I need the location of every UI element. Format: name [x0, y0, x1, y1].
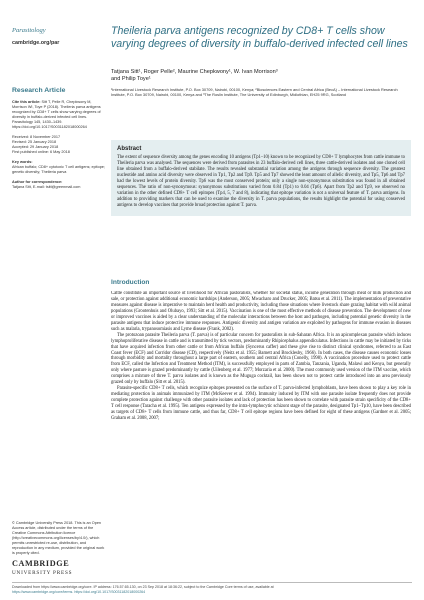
logo-main-text: CAMBRIDGE	[12, 559, 70, 568]
article-type: Research Article	[12, 87, 66, 94]
revised-date: Revised: 25 January 2018	[12, 140, 57, 144]
article-title: Theileria parva antigens recognized by CD8+ T cells show varying degrees of diversity in buffalo-derived infected cell lines	[111, 25, 408, 50]
keywords-label: Key words:	[12, 160, 33, 164]
affiliations: ¹International Livestock Research Institute, P.O. Box 30709, Nairobi, 00100, Kenya; ²Biosciences Eastern and Central Africa (BecA) – International Livestock Research Institute, P.O. Box 30709, Nairobi, 00100, Kenya and ³The Roslin Institute, The University of Edinburgh, Midlothian, EH25 9RG, Scotland	[111, 87, 398, 98]
introduction-heading: Introduction	[111, 279, 150, 286]
author-line-2: and Philip Toye¹	[111, 76, 151, 83]
citation-block	[12, 100, 106, 130]
correspondence-block	[12, 180, 106, 190]
journal-name: Parasitology	[12, 27, 46, 34]
correspondence-email[interactable]: Tatjana Sitt, E-mail: tsitt@greenmail.com	[12, 185, 81, 189]
accepted-date: Accepted: 29 January 2018	[12, 145, 59, 149]
footer-line-2[interactable]: https://www.cambridge.org/core/terms. https://doi.org/10.1017/S0031182018000264	[12, 589, 146, 594]
first-published-date: First published online: 6 May 2018	[12, 150, 70, 154]
introduction-body	[111, 291, 411, 571]
journal-url[interactable]: cambridge.org/par	[12, 40, 60, 46]
cite-text: Sitt T, Pelle R, Chepkwony M, Morrison WI, Toye P (2018). Theileria parva antigens recognized by CD8+ T cells show varying degrees of diversity in buffalo-derived infected cell lines. Parasitology 145, 1430–1439. https://doi.org/10.1017/S0031182018000264	[12, 100, 101, 129]
download-footer	[12, 585, 412, 594]
author-line-1: Tatjana Sitt¹, Roger Pelle², Maurine Chepkwony¹, W. Ivan Morrison³	[111, 69, 278, 75]
footer-divider	[12, 582, 412, 583]
author-list	[111, 69, 411, 83]
copyright-notice: © Cambridge University Press 2018. This is an Open Access article, distributed under the terms of the Creative Commons Attribution licence (http://creativecommons.org/licenses/by/4.0/), which permits unrestricted re-use, distribution, and reproduction in any medium, provided the original work is properly cited.	[12, 521, 105, 555]
dates-block	[12, 135, 106, 155]
footer-line-1: Downloaded from https://www.cambridge.org/core. IP address: 176.57.65.130, on 23 Sep 2018 at 18:36:22, subject to the Cambridge Core terms of use, available at	[12, 585, 274, 589]
abstract-text: The extent of sequence diversity among the genes encoding 10 antigens (Tp1–10) known to be recognized by CD8+ T lymphocytes from cattle immune to Theileria parva was analysed. The sequences were derived from parasites in 23 buffalo-derived cell lines, three cattle-derived isolates and one cloned cell line obtained from a buffalo-derived stabilate. The results revealed substantial variation among the antigens through sequence diversity. The greatest nucleotide and amino acid diversity were observed in Tp1, Tp2 and Tp9. Tp5 and Tp7 showed the least amount of allelic diversity, and Tp5, Tp6 and Tp7 had the lowest levels of protein diversity. Tp6 was the most conserved protein; only a single non-synonymous substitution was found in all obtained sequences. The ratio of non-synonymous: synonymous substitutions varied from 0.84 (Tp1) to 0.04 (Tp6). Apart from Tp2 and Tp9, we observed no variation in the other defined CD8+ T cell epitopes (Tp4, 5, 7 and 8), indicating that epitope variation is not a universal feature of T. parva antigens. In addition to providing markers that can be used to examine the diversity in T. parva populations, the results highlight the potential for using conserved antigens to develop vaccines that provide broad protection against T. parva.	[117, 155, 405, 209]
intro-paragraph-2: The protozoan parasite Theileria parva (T. parva) is of particular concern for pastoralists in sub-Saharan Africa. It is an apicomplexan parasite which induces lymphoproliferative disease in cattle and is transmitted by tick vectors, predominantly Rhipicephalus appendiculatus. Infections in cattle may be initiated by ticks that have acquired infection from other cattle or from African buffalo (Syncerus caffer) and these give rise to distinct clinical syndromes, referred to as East Coast fever (ECF) and Corridor disease (CD), respectively (Neitz et al. 1955; Barnett and Brocklesby, 1966). In both cases, the disease causes economic losses through morbidity and mortality throughout a large part of eastern, southern and central Africa (Conelly, 1998). A vaccination procedure used to protect cattle from ECF, called the Infection and Treatment Method (ITM), is successfully employed in parts of Zambia, Tanzania, Uganda, Malawi and Kenya, but generally only where pasture is grazed predominantly by cattle (Uilenberg et al. 1977; Morzaria et al. 2000). The most commonly used version of the ITM vaccine, which comprises a mixture of three T. parva isolates and is known as the Muguga cocktail, has been shown not to protect cattle introduced into an area previously grazed only by buffalo (Sitt et al. 2015).	[111, 332, 411, 386]
correspondence-label: Author for correspondence:	[12, 180, 63, 184]
logo-sub-text: UNIVERSITY PRESS	[12, 570, 73, 576]
received-date: Received: 8 November 2017	[12, 135, 61, 139]
keywords-block	[12, 160, 106, 175]
intro-paragraph-3: Parasite-specific CD8+ T cells, which recognize epitopes presented on the surface of T. parva-infected lymphoblasts, have been shown to play a key role in mediating protection in animals immunized by ITM (McKeever et al. 1994). Immunity induced by ITM with one parasite isolate frequently does not provide complete protection against challenge with other parasite isolates and lack of protection has been shown to correlate with parasite strain specificity of the CD8+ T cell response (Taracha et al. 1995). Ten antigens expressed by the intra-lymphocytic schizont stage of the parasite, designated Tp1–Tp10, have been described as targets of CD8+ T cells from immune cattle, and thus far, CD8+ T cell epitope regions have been defined for eight of these antigens (Gardner et al. 2005; Graham et al. 2008, 2007;	[111, 386, 411, 422]
article-sidebar	[12, 100, 106, 195]
cambridge-logo	[12, 560, 72, 577]
cite-label: Cite this article:	[12, 100, 41, 104]
abstract-box	[111, 140, 411, 216]
abstract-heading: Abstract	[117, 146, 142, 152]
intro-paragraph-1: Cattle constitute an important source of livelihood for African pastoralists, whether for societal status, income generation through meat or milk production and sale, or protection against additional economic hardships (Anderson, 2005; Mwacharo and Drucker, 2005; Batsu et al. 2011). The implementation of preventative measures against disease is imperative to maintain herd health and productivity, including those situations where livestock share grazing habitat with wild animal populations (Grootenhuis and Olubayo, 1993; Sitt et al. 2015). Vaccination is one of the most effective methods of disease prevention. The development of new or improved vaccines is aided by a clear understanding of the molecular interactions between the host and pathogen, including potential genetic diversity in the parasite antigens that induce protective immune responses. Antigenic diversity and antigen variation are exploited by pathogens for immune evasion in diseases such as malaria, trypanosomiasis and Lyme disease (Frank, 2002).	[111, 291, 411, 332]
keywords: African buffalo; CD8+ cytotoxic T cell antigens; epitope; genetic diversity; Theileria parva	[12, 165, 105, 174]
